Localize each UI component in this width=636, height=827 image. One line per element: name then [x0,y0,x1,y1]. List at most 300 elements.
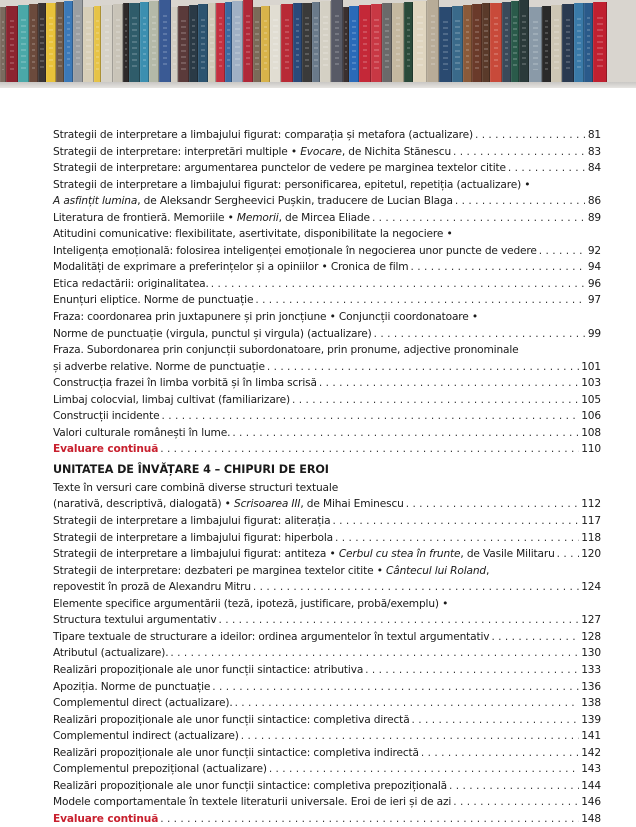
toc-line [53,408,601,425]
book-spine [253,7,261,84]
entry-title [53,579,251,596]
entry-title [53,712,410,729]
entry-text: Strategii de interpretare a limbajului figurat: hiperbola [53,531,333,544]
entry-title [53,546,555,563]
entry-text: Strategii de interpretare: argumentarea punctelor de vedere pe marginea textelor citite [53,162,506,175]
page-number: 99 [587,327,601,340]
toc-section-unit4 [53,480,601,827]
work-title: Scrisoarea III [234,498,301,511]
toc-line [53,259,601,276]
entry-title [53,326,372,343]
book-spine [113,4,123,84]
entry-title [53,425,230,442]
toc-entry[interactable] [53,276,601,293]
entry-text: Modalități de exprimare a preferințelor și a opiniilor • Cronica de film [53,261,409,274]
entry-text: Tipare textuale de structurare a ideilor: ordinea argumentelor în textul argumentativ [53,630,490,643]
entry-title [53,177,530,194]
book-spine [439,7,452,84]
entry-title [53,629,489,646]
book-spine [502,2,511,84]
toc-entry[interactable] [53,425,601,442]
toc-line [53,761,601,778]
evaluation-label: Evaluare continuă [53,443,159,456]
toc-entry[interactable] [53,144,601,161]
toc-line [53,425,601,442]
entry-title [53,695,233,712]
page-number: 106 [581,410,601,423]
dot-leader [269,761,579,778]
entry-text: Realizări propoziționale ale unor funcții sintactice: atributiva [53,663,364,676]
entry-title [53,392,290,409]
entry-title [53,728,239,745]
entry-text: Structura textului argumentativ [53,614,217,627]
book-spine [94,6,101,84]
entry-title [53,259,408,276]
page-number: 105 [581,393,601,406]
entry-title [53,144,451,161]
dot-leader [332,513,579,530]
entry-text: Strategii de interpretare: interpretări multiple • [53,145,301,158]
book-spine [149,1,159,84]
book-spine [490,3,502,84]
dot-leader [449,778,579,795]
dot-leader [255,292,585,309]
unit4-heading: UNITATEA DE ÎNVĂȚARE 4 – CHIPURI DE EROI [53,462,329,476]
toc-line [53,226,601,243]
dot-leader [412,712,580,729]
entry-title [53,408,159,425]
entry-text: și adverbe relative. Norme de punctuație [53,360,265,373]
toc-line [53,326,601,343]
entry-text: Complementul prepozițional (actualizare) [53,763,267,776]
book-spine [171,7,178,84]
dot-leader [508,160,585,177]
entry-text: Strategii de interpretare a limbajului figurat: personificarea, epitetul, repetiția (actualizare) • [53,178,531,191]
book-spine [574,3,584,84]
entry-title [53,342,519,359]
book-spine [38,3,46,84]
entry-text: , de Mihai Eminescu [300,498,404,511]
book-spine [129,3,140,84]
book-spine [472,4,482,84]
toc-line [53,160,601,177]
toc-entry[interactable] [53,309,601,342]
entry-text: , de Aleksandr Sergheevici Pușkin, traducere de Lucian Blaga [137,195,453,208]
table-of-contents [53,127,601,827]
toc-entry[interactable] [53,513,601,530]
toc-line [53,712,601,729]
book-spine [56,2,64,84]
book-spine [29,4,38,84]
toc-entry[interactable] [53,596,601,629]
toc-line [53,662,601,679]
toc-entry[interactable] [53,695,601,712]
book-spine [83,7,94,84]
toc-entry[interactable] [53,530,601,547]
bookshelf-banner [0,0,636,84]
toc-line [53,127,601,144]
entry-title [53,375,317,392]
entry-title [53,441,158,458]
entry-title [53,563,489,580]
entry-title [53,127,473,144]
book-spine [178,6,189,84]
book-spine [463,5,472,84]
toc-entry[interactable] [53,342,601,375]
book-spine [232,1,243,84]
entry-text: , [485,564,490,577]
entry-text: , de Vasile Militaru [460,548,555,561]
book-spine [312,2,320,84]
toc-line [53,375,601,392]
work-title: A asfințit lumina [53,195,138,208]
dot-leader [372,210,585,227]
book-spine [189,5,198,84]
dot-leader [161,408,579,425]
dot-leader [211,276,585,293]
entry-title [53,596,448,613]
dot-leader [539,243,585,260]
toc-line [53,480,601,497]
entry-title [53,513,330,530]
page-number: 139 [581,713,601,726]
dot-leader [374,326,585,343]
page-number: 108 [581,426,601,439]
book-spine [392,3,404,84]
toc-entry[interactable] [53,645,601,662]
book-spine [413,1,427,84]
page-number: 101 [581,360,601,373]
toc-line [53,679,601,696]
page-number: 144 [581,779,601,792]
entry-text: Realizări propoziționale ale unor funcții sintactice: completiva indirectă [53,746,419,759]
page-number: 127 [581,614,601,627]
work-title: Evocare [300,145,342,158]
entry-text: Strategii de interpretare a limbajului figurat: antiteza • [53,548,339,561]
book-spine [519,0,529,84]
book-spine [593,2,607,84]
toc-entry[interactable] [53,292,601,309]
toc-line [53,210,601,227]
book-spine [159,0,171,84]
toc-line [53,728,601,745]
book-spine [511,1,519,84]
toc-line [53,441,601,458]
page-number: 92 [587,244,601,257]
dot-leader [557,546,580,563]
dot-leader [241,728,580,745]
toc-entry[interactable] [53,177,601,210]
book-spine [208,3,216,84]
book-spine [349,6,359,84]
page-number: 110 [581,443,601,456]
dot-leader [410,259,585,276]
entry-title [53,645,168,662]
book-spine [225,2,232,84]
book-spine [427,0,439,84]
dot-leader [170,645,579,662]
book-spine [302,3,312,84]
entry-title [53,226,453,243]
entry-text: , de Mircea Eliade [278,211,370,224]
toc-entry[interactable] [53,480,601,513]
book-spine [293,3,302,84]
toc-line [53,645,601,662]
toc-line [53,745,601,762]
book-spine [452,6,463,84]
toc-entry[interactable] [53,210,601,227]
toc-entry[interactable] [53,563,601,596]
toc-entry[interactable] [53,408,601,425]
dot-leader [453,794,579,811]
entry-title [53,480,338,497]
page-number: 138 [581,697,601,710]
book-spine [529,7,542,84]
page-number: 117 [581,515,601,528]
toc-entry[interactable] [53,259,601,276]
toc-entry[interactable] [53,441,601,458]
dot-leader [421,745,579,762]
book-spine [18,5,29,84]
toc-line [53,629,601,646]
entry-text: repovestit în proză de Alexandru Mitru [53,581,251,594]
page-number: 118 [581,531,601,544]
page-number: 86 [587,195,601,208]
book-spine [359,5,371,84]
entry-title [53,160,506,177]
page-number: 112 [581,498,601,511]
entry-text: Construcția frazei în limba vorbită și în limba scrisă [53,377,317,390]
entry-title [53,794,451,811]
book-spine [270,5,281,84]
work-title: Memorii [236,211,279,224]
dot-leader [455,193,585,210]
toc-entry[interactable] [53,794,601,811]
entry-text: Strategii de interpretare a limbajului figurat: aliterația [53,515,331,528]
book-spine [551,5,562,84]
entry-title [53,193,453,210]
entry-text: Inteligența emoțională: folosirea inteligenței emoționale în negocierea unor puncte de vedere [53,244,537,257]
evaluation-label: Evaluare continuă [53,812,159,825]
entry-title [53,612,216,629]
dot-leader [160,441,579,458]
entry-title [53,309,478,326]
entry-text: Complementul direct (actualizare). [53,697,233,710]
dot-leader [406,496,580,513]
entry-title [53,276,209,293]
toc-line [53,563,601,580]
entry-text: Fraza: coordonarea prin juxtapunere și prin joncțiune • Conjuncții coordonatoare • [53,311,478,324]
page-number: 83 [587,145,601,158]
page-number: 128 [581,630,601,643]
toc-line [53,309,601,326]
toc-entry[interactable] [53,392,601,409]
toc-line [53,359,601,376]
dot-leader [453,144,585,161]
toc-entry[interactable] [53,375,601,392]
page-number: 143 [581,763,601,776]
toc-line [53,513,601,530]
book-spine [101,5,113,84]
entry-title [53,778,447,795]
dot-leader [335,530,579,547]
entry-text: Norme de punctuație (virgula, punctul și virgula) (actualizare) [53,327,372,340]
entry-title [53,761,267,778]
toc-entry[interactable] [53,761,601,778]
toc-line [53,612,601,629]
toc-section-unit3-continued [53,127,601,458]
book-spine [243,0,253,84]
entry-text: Strategii de interpretare a limbajului figurat: comparația și metafora (actualizare) [53,129,473,141]
dot-leader [475,127,585,144]
toc-entry[interactable] [53,127,601,144]
dot-leader [232,425,579,442]
page-number: 81 [587,129,601,141]
toc-entry[interactable] [53,712,601,729]
toc-line [53,695,601,712]
book-spine [482,3,490,84]
toc-line [53,144,601,161]
book-spine [404,2,413,84]
dot-leader [267,359,579,376]
toc-line [53,530,601,547]
page-number: 120 [581,548,601,561]
page-number: 124 [581,581,601,594]
entry-text: Texte în versuri care combină diverse structuri textuale [53,481,339,494]
entry-text: Literatura de frontieră. Memoriile • [53,211,237,224]
entry-title [53,496,404,513]
toc-line [53,177,601,194]
toc-line [53,596,601,613]
toc-line [53,811,601,827]
entry-title [53,662,363,679]
book-spine [320,1,331,84]
page-number: 94 [587,261,601,274]
book-spine [73,0,83,84]
entry-title [53,530,333,547]
toc-entry[interactable] [53,226,601,259]
entry-text: Complementul indirect (actualizare) [53,730,239,743]
toc-line [53,342,601,359]
dot-leader [253,579,579,596]
page-number: 148 [581,812,601,825]
dot-leader [491,629,579,646]
entry-text: Realizări propoziționale ale unor funcții sintactice: completiva directă [53,713,410,726]
entry-text: Valori culturale românești în lume. [53,426,231,439]
entry-title [53,243,537,260]
toc-entry[interactable] [53,679,601,696]
entry-title [53,679,210,696]
dot-leader [160,811,579,827]
work-title: Cerbul cu stea în frunte [338,548,461,561]
book-spine [331,0,343,84]
entry-text: Apoziția. Norme de punctuație [53,680,211,693]
toc-entry[interactable] [53,629,601,646]
page-number: 97 [587,294,601,307]
entry-title [53,745,419,762]
page-number: 84 [587,162,601,175]
toc-line [53,496,601,513]
toc-entry[interactable] [53,811,601,827]
dot-leader [218,612,579,629]
page-number: 89 [587,211,601,224]
book-spine [281,4,293,84]
page-number: 142 [581,746,601,759]
toc-line [53,243,601,260]
toc-entry[interactable] [53,546,601,563]
page-number: 96 [587,277,601,290]
book-spine [140,2,149,84]
dot-leader [235,695,580,712]
entry-text: Etica redactării: originalitatea. [53,277,209,290]
entry-text: Enunțuri eliptice. Norme de punctuație [53,294,254,307]
book-spine [562,4,574,84]
toc-line [53,579,601,596]
entry-title [53,359,265,376]
entry-text: Realizări propoziționale ale unor funcții sintactice: completiva prepozițională [53,779,447,792]
toc-entry[interactable] [53,745,601,762]
toc-line [53,193,601,210]
toc-line [53,794,601,811]
entry-text: Fraza. Subordonarea prin conjuncții subordonatoare, prin pronume, adjective pronominale [53,344,519,357]
toc-entry[interactable] [53,778,601,795]
entry-text: Modele comportamentale în textele literaturii universale. Eroi de ieri și de azi [53,796,452,809]
book-spine [64,1,73,84]
page-number: 130 [581,647,601,660]
book-spine [542,6,551,84]
page-number: 103 [581,377,601,390]
entry-text: , de Nichita Stănescu [341,145,452,158]
book-spine [46,3,56,84]
entry-text: Strategii de interpretare: dezbateri pe marginea textelor citite • [53,564,387,577]
toc-line [53,276,601,293]
entry-text: (narativă, descriptivă, dialogată) • [53,498,234,511]
toc-entry[interactable] [53,728,601,745]
toc-entry[interactable] [53,160,601,177]
toc-line [53,546,601,563]
toc-entry[interactable] [53,662,601,679]
dot-leader [212,679,579,696]
book-spine [6,6,18,84]
toc-line [53,392,601,409]
page-number: 141 [581,730,601,743]
entry-text: Construcții incidente [53,410,160,423]
entry-title [53,210,370,227]
entry-text: Atributul (actualizare). [53,647,169,660]
page-number: 146 [581,796,601,809]
entry-text: Atitudini comunicative: flexibilitate, asertivitate, disponibilitate la negociere • [53,228,453,241]
book-spine [371,4,382,84]
dot-leader [292,392,579,409]
entry-text: Elemente specifice argumentării (teză, ipoteză, justificare, probă/exemplu) • [53,597,449,610]
toc-line [53,292,601,309]
book-spine [584,3,593,84]
book-spine [261,6,270,84]
entry-title [53,292,253,309]
entry-text: Limbaj colocvial, limbaj cultivat (familiarizare) [53,393,290,406]
shelf-edge [0,82,636,88]
page-number: 136 [581,680,601,693]
toc-line [53,778,601,795]
dot-leader [365,662,579,679]
book-spine [382,3,392,84]
book-spine [216,3,225,84]
work-title: Cântecul lui Roland [386,564,486,577]
dot-leader [319,375,579,392]
entry-title [53,811,158,827]
page-number: 133 [581,663,601,676]
book-spine [198,4,208,84]
